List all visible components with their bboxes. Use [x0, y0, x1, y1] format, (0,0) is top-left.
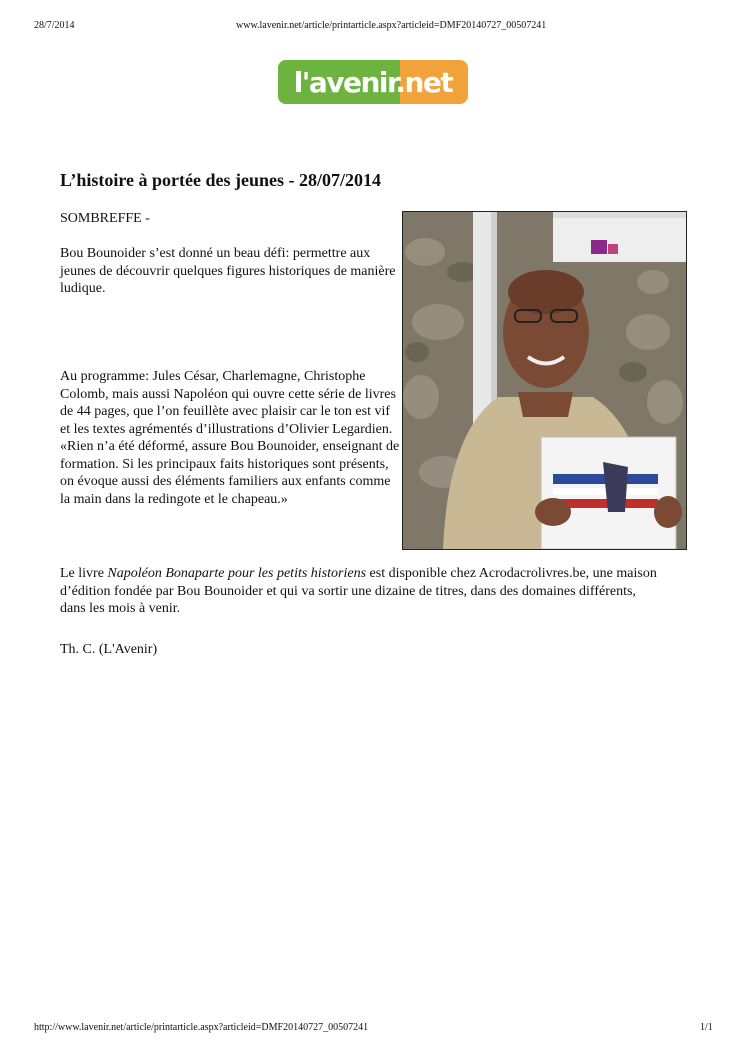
logo-text: l'avenir.net — [293, 65, 453, 99]
article-paragraph-2: Au programme: Jules César, Charlemagne, Christophe Colomb, mais aussi Napoléon qui ouvre cette série de livres de 44 pages, que l’on feuillète avec plaisir car le ton est vif et les textes agrémentés d’illustrations d’Olivier Legardien. «Rien n’a été déformé, assure Bou Bounoider, enseignant de formation. Si les principaux faits historiques sont présents, on évoque aussi des éléments familiers aux enfants comme la main dans la redingote et le chapeau.» — [60, 369, 400, 507]
article-photo — [402, 211, 687, 550]
article-dateline: SOMBREFFE - — [60, 211, 150, 226]
p3-text-after: est disponible chez Acrodacrolivres.be, une maison d’édition fondée par Bou Bounoider et qui va sortir une dizaine de titres, dans des domaines différents, dans les mois à venir. — [60, 566, 657, 616]
print-url-footer[interactable]: http://www.lavenir.net/article/printarticle.aspx?articleid=DMF20140727_00507241 — [34, 1022, 369, 1033]
article-paragraph-3 — [60, 565, 660, 618]
article-title: L’histoire à portée des jeunes - 28/07/2014 — [60, 170, 381, 190]
article-signature: Th. C. (L'Avenir) — [60, 642, 158, 657]
book-title: Napoléon Bonaparte pour les petits historiens — [107, 566, 367, 581]
print-url-header[interactable]: www.lavenir.net/article/printarticle.aspx?articleid=DMF20140727_00507241 — [236, 20, 547, 31]
photo-illustration — [403, 212, 686, 549]
page-count: 1/1 — [700, 1022, 713, 1033]
print-date: 28/7/2014 — [34, 20, 75, 31]
p3-text-before: Le livre — [60, 566, 108, 581]
lavenir-logo[interactable] — [278, 60, 468, 104]
article-paragraph-1: Bou Bounoider s’est donné un beau défi: permettre aux jeunes de découvrir quelques figures historiques de manière ludique. — [60, 246, 396, 296]
